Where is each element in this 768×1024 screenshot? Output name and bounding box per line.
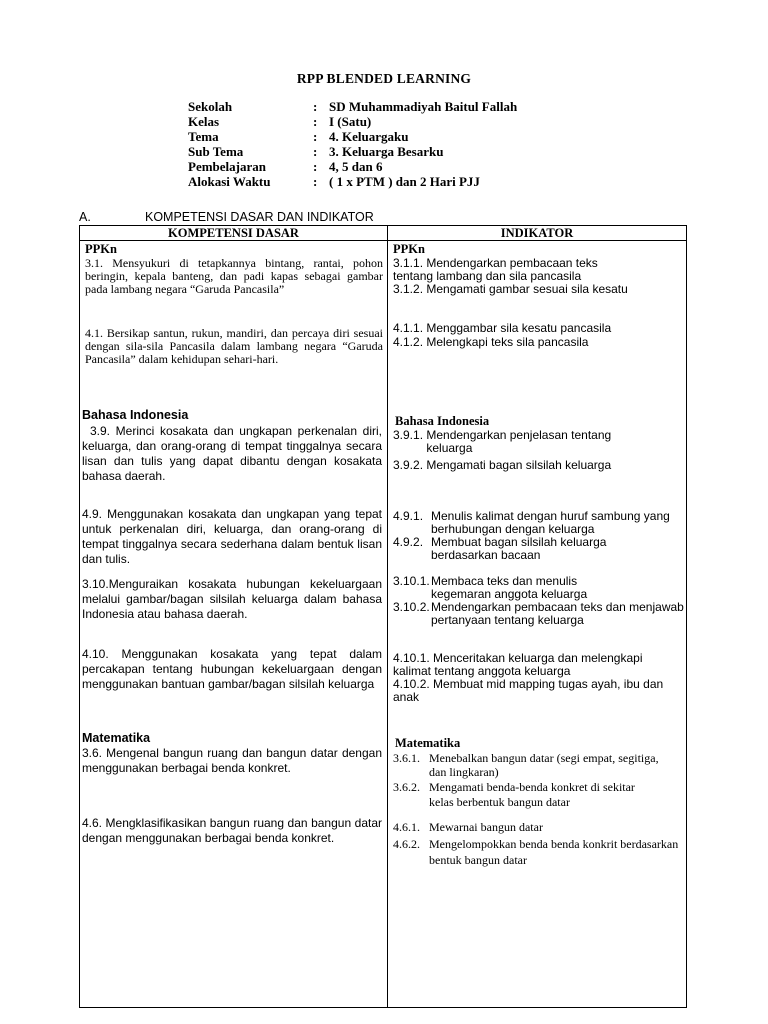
meta-colon: : (313, 174, 318, 189)
meta-value: 4, 5 dan 6 (329, 159, 383, 174)
kd-item: 3.9. Merinci kosakata dan ungkapan perkenalan diri, keluarga, dan orang-orang di tempat tinggalnya secara lisan dan tulis yang dapat dibantu dengan kosakata bahasa daerah. (82, 424, 382, 483)
indicator-item (393, 336, 683, 349)
meta-colon: : (313, 129, 318, 144)
indicator-text: Menebalkan bangun datar (segi empat, segitiga, dan lingkaran) (429, 751, 659, 779)
section-title: KOMPETENSI DASAR DAN INDIKATOR (145, 210, 374, 224)
indicator-item (393, 751, 678, 779)
kd-item: 4.9. Menggunakan kosakata dan ungkapan yang tepat untuk perkenalan diri, keluarga, dan orang-orang di tempat tinggalnya secara sederhana dalam bentuk lisan dan tulis. (82, 507, 382, 566)
section-heading (79, 210, 374, 224)
indicator-number: 3.9.2. (393, 458, 427, 472)
indicator-number: 4.6.2. (393, 837, 423, 851)
meta-colon: : (313, 159, 318, 174)
indicator-text: Menggambar sila kesatu pancasila (426, 321, 612, 335)
meta-key: Pembelajaran (188, 159, 266, 174)
meta-row-sekolah (188, 99, 517, 114)
subject-heading-matematika: Matematika (395, 736, 461, 750)
indicator-item (393, 575, 623, 601)
indicator-text: Mengamati bagan silsilah keluarga (426, 458, 612, 472)
meta-colon: : (313, 114, 318, 129)
indicator-item (393, 459, 683, 472)
meta-value: 3. Keluarga Besarku (329, 144, 444, 159)
indicator-item (393, 322, 683, 335)
kd-item: 3.6. Mengenal bangun ruang dan bangun datar dengan menggunakan berbagai benda konkret. (82, 746, 382, 775)
indicator-number: 4.1.2. (393, 335, 427, 349)
indicator-text: Membaca teks dan menulis kegemaran anggota keluarga (431, 574, 588, 601)
indicator-column (388, 241, 687, 1008)
indicator-text: Mengamati gambar sesuai sila kesatu (426, 282, 628, 296)
indicator-number: 3.1.1. (393, 256, 427, 270)
indicator-text: Menulis kalimat dengan huruf sambung yang berhubungan dengan keluarga (431, 509, 670, 536)
subject-heading-bahasa-indonesia: Bahasa Indonesia (395, 414, 490, 428)
indicator-item (393, 257, 638, 283)
indicator-number: 4.9.1. (393, 509, 427, 523)
meta-row-alokasi (188, 174, 517, 189)
indicator-text: Mengelompokkan benda benda konkrit berdasarkan bentuk bangun datar (429, 837, 679, 867)
indicator-item: 4.10.1. Menceritakan keluarga dan melengkapi kalimat tentang anggota keluarga (393, 651, 643, 678)
meta-value: SD Muhammadiyah Baitul Fallah (329, 99, 518, 114)
kd-item: 4.6. Mengklasifikasikan bangun ruang dan bangun datar dengan menggunakan berbagai benda konkret. (82, 816, 382, 845)
indicator-text: Mengamati benda-benda konkret di sekitar kelas berbentuk bangun datar (429, 780, 635, 809)
subject-heading-matematika: Matematika (82, 731, 151, 745)
indicator-text: Melengkapi teks sila pancasila (426, 335, 589, 349)
identity-block (188, 99, 517, 189)
indicator-number: 3.6.2. (393, 780, 423, 794)
meta-key: Alokasi Waktu (188, 174, 271, 189)
indicator-number: 3.1.2. (393, 282, 427, 296)
indicator-number: 4.6.1. (393, 820, 423, 834)
kd-indicator-table (79, 225, 687, 1008)
indicator-text: Mewarnai bangun datar (429, 820, 543, 834)
meta-value: ( 1 x PTM ) dan 2 Hari PJJ (329, 174, 480, 189)
indicator-text: Mendengarkan pembacaan teks tentang lambang dan sila pancasila (393, 256, 598, 283)
indicator-item (393, 283, 683, 296)
meta-key: Sub Tema (188, 144, 244, 159)
document-title: RPP BLENDED LEARNING (296, 71, 472, 86)
indicator-number: 3.6.1. (393, 751, 423, 765)
indicator-number: 4.9.2. (393, 535, 427, 549)
meta-key: Tema (188, 129, 219, 144)
kd-item: 3.10.Menguraikan kosakata hubungan kekeluargaan melalui gambar/bagan silsilah keluarga dalam bahasa Indonesia atau bahasa daerah. (82, 577, 382, 621)
meta-row-tema (188, 129, 517, 144)
kd-item: 4.10. Menggunakan kosakata yang tepat dalam percakapan tentang hubungan kekeluargaan dengan menggunakan bantuan gambar/bagan silsilah keluarga (82, 647, 382, 691)
header-indikator: INDIKATOR (388, 226, 687, 241)
indicator-text: Mendengarkan penjelasan tentang keluarga (426, 428, 612, 455)
indicator-item (393, 429, 653, 455)
indicator-number: 3.10.1. (393, 574, 434, 588)
subject-heading-ppkn: PPKn (393, 242, 425, 256)
meta-colon: : (313, 99, 318, 114)
meta-row-pembelajaran (188, 159, 517, 174)
meta-colon: : (313, 144, 318, 159)
kd-item: 3.1. Mensyukuri di tetapkannya bintang, rantai, pohon beringin, kepala banteng, dan padi kapas sebagai gambar pada lambang negara “Garuda Pancasila” (85, 256, 383, 296)
meta-value: 4. Keluargaku (329, 129, 409, 144)
kd-column (80, 241, 388, 1008)
indicator-item (393, 536, 633, 562)
subject-heading-ppkn: PPKn (85, 242, 117, 256)
meta-row-subtema (188, 144, 517, 159)
meta-row-kelas (188, 114, 517, 129)
indicator-item (393, 821, 678, 834)
indicator-item (393, 836, 683, 868)
section-letter: A. (79, 210, 91, 224)
kd-item: 4.1. Bersikap santun, rukun, mandiri, dan percaya diri sesuai dengan sila-sila Pancasila dalam lambang negara “Garuda Pancasila” dalam kehidupan sehari-hari. (85, 326, 383, 366)
indicator-text: Membuat bagan silsilah keluarga berdasarkan bacaan (431, 535, 607, 562)
indicator-item (393, 601, 685, 627)
indicator-item (393, 510, 683, 536)
indicator-number: 4.1.1. (393, 321, 427, 335)
indicator-text: Mendengarkan pembacaan teks dan menjawab pertanyaan tentang keluarga (431, 600, 684, 627)
indicator-item: 4.10.2. Membuat mid mapping tugas ayah, ibu dan anak (393, 677, 664, 704)
meta-value: I (Satu) (329, 114, 372, 129)
indicator-number: 3.9.1. (393, 428, 427, 442)
subject-heading-bahasa-indonesia: Bahasa Indonesia (82, 408, 189, 422)
header-kompetensi-dasar: KOMPETENSI DASAR (80, 226, 388, 241)
meta-key: Kelas (188, 114, 220, 129)
indicator-number: 3.10.2. (393, 600, 434, 614)
meta-key: Sekolah (188, 99, 233, 114)
indicator-item (393, 780, 653, 810)
